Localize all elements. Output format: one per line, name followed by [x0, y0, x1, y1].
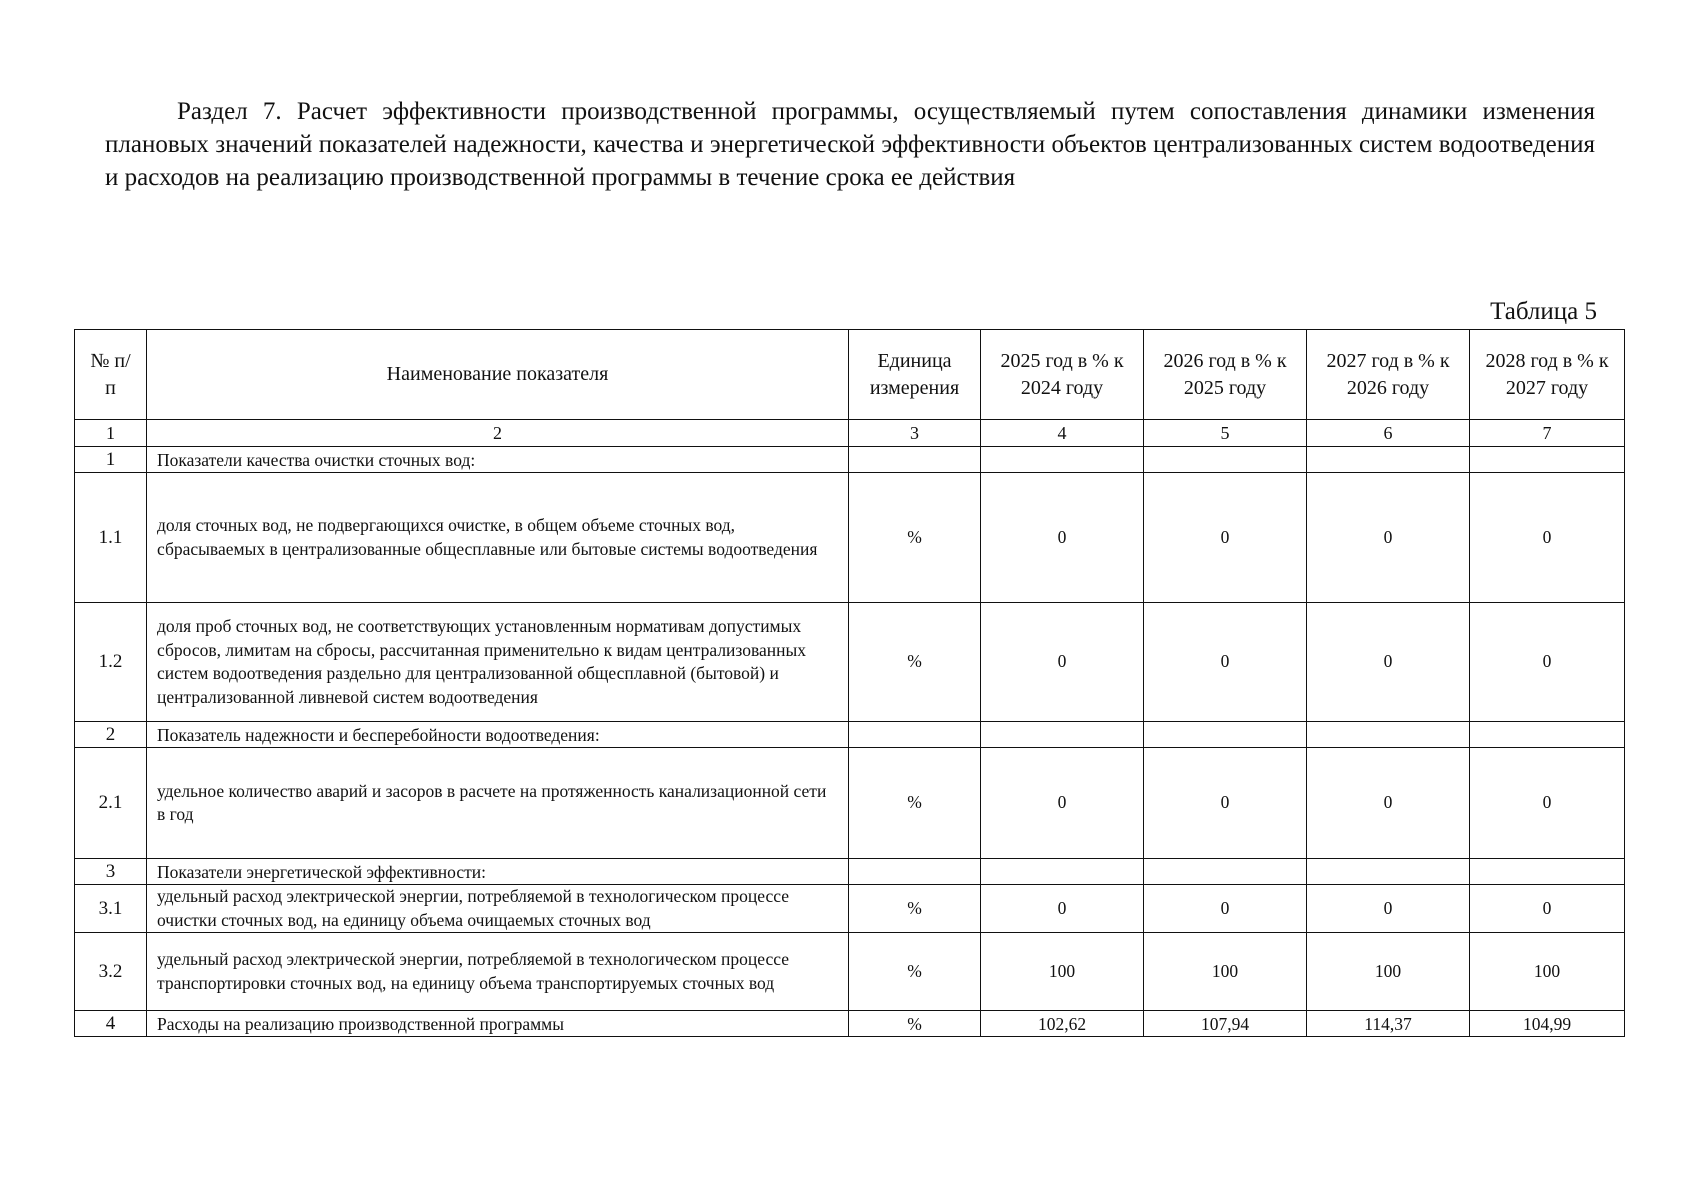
value-2025: 0 [981, 885, 1144, 933]
value-2026 [1144, 859, 1307, 885]
indicator-name: Расходы на реализацию производственной программы [147, 1011, 849, 1037]
value-2025: 102,62 [981, 1011, 1144, 1037]
row-number: 3.2 [75, 933, 147, 1011]
value-2025 [981, 722, 1144, 748]
table-row [75, 933, 1625, 1011]
table-row [75, 722, 1625, 748]
unit-cell: % [849, 473, 981, 603]
value-2025 [981, 447, 1144, 473]
section-title: Раздел 7. Расчет эффективности производственной программы, осуществляемый путем сопоставления динамики изменения плановых значений показателей надежности, качества и энергетической эффективности объектов централизованных систем водоотведения и расходов на реализацию производственной программы в течение срока ее действия [105, 98, 1595, 191]
unit-cell [849, 859, 981, 885]
header-2025: 2025 год в % к 2024 году [981, 330, 1144, 420]
row-number: 3 [75, 859, 147, 885]
value-2027: 100 [1307, 933, 1470, 1011]
indicator-name: доля проб сточных вод, не соответствующих установленным нормативам допустимых сбросов, лимитам на сбросы, рассчитанная применительно к видам централизованных систем водоотведения раздельно для централизованной общесплавной (бытовой) и централизованной ливневой систем водоотведения [147, 603, 849, 722]
row-number: 1.2 [75, 603, 147, 722]
table-row [75, 748, 1625, 859]
column-number: 2 [147, 420, 849, 447]
column-number: 3 [849, 420, 981, 447]
unit-cell [849, 722, 981, 748]
unit-cell [849, 447, 981, 473]
column-number-row [75, 420, 1625, 447]
value-2026: 107,94 [1144, 1011, 1307, 1037]
value-2028: 0 [1470, 748, 1625, 859]
value-2026: 0 [1144, 473, 1307, 603]
unit-cell: % [849, 1011, 981, 1037]
value-2028 [1470, 447, 1625, 473]
value-2028 [1470, 859, 1625, 885]
column-number: 1 [75, 420, 147, 447]
row-number: 1 [75, 447, 147, 473]
table-row [75, 1011, 1625, 1037]
table-row [75, 473, 1625, 603]
indicators-table [74, 329, 1625, 1037]
row-number: 3.1 [75, 885, 147, 933]
table-caption: Таблица 5 [1490, 298, 1597, 325]
column-number: 7 [1470, 420, 1625, 447]
column-number: 4 [981, 420, 1144, 447]
value-2028: 0 [1470, 603, 1625, 722]
indicator-name: удельное количество аварий и засоров в расчете на протяженность канализационной сети в год [147, 748, 849, 859]
value-2026: 100 [1144, 933, 1307, 1011]
value-2027 [1307, 859, 1470, 885]
value-2027: 0 [1307, 748, 1470, 859]
unit-cell: % [849, 748, 981, 859]
value-2027: 0 [1307, 473, 1470, 603]
header-2027: 2027 год в % к 2026 году [1307, 330, 1470, 420]
row-number: 2.1 [75, 748, 147, 859]
unit-cell: % [849, 933, 981, 1011]
value-2027 [1307, 447, 1470, 473]
value-2025: 100 [981, 933, 1144, 1011]
value-2028: 0 [1470, 885, 1625, 933]
value-2026: 0 [1144, 748, 1307, 859]
value-2028: 0 [1470, 473, 1625, 603]
unit-cell: % [849, 603, 981, 722]
table-row [75, 885, 1625, 933]
unit-cell: % [849, 885, 981, 933]
table-row [75, 603, 1625, 722]
value-2027 [1307, 722, 1470, 748]
row-number: 2 [75, 722, 147, 748]
value-2025: 0 [981, 603, 1144, 722]
value-2026 [1144, 447, 1307, 473]
indicator-name: Показатели качества очистки сточных вод: [147, 447, 849, 473]
indicator-name: Показатели энергетической эффективности: [147, 859, 849, 885]
value-2028: 104,99 [1470, 1011, 1625, 1037]
value-2028 [1470, 722, 1625, 748]
row-number: 4 [75, 1011, 147, 1037]
value-2025: 0 [981, 473, 1144, 603]
value-2027: 0 [1307, 885, 1470, 933]
value-2026: 0 [1144, 885, 1307, 933]
header-number: № п/п [75, 330, 147, 420]
row-number: 1.1 [75, 473, 147, 603]
header-2026: 2026 год в % к 2025 году [1144, 330, 1307, 420]
table-row [75, 447, 1625, 473]
column-number: 6 [1307, 420, 1470, 447]
indicator-name: удельный расход электрической энергии, потребляемой в технологическом процессе очистки сточных вод, на единицу объема очищаемых сточных вод [147, 885, 849, 933]
header-unit: Единица измерения [849, 330, 981, 420]
value-2025 [981, 859, 1144, 885]
value-2026: 0 [1144, 603, 1307, 722]
table-row [75, 859, 1625, 885]
value-2027: 0 [1307, 603, 1470, 722]
value-2028: 100 [1470, 933, 1625, 1011]
header-indicator-name: Наименование показателя [147, 330, 849, 420]
value-2027: 114,37 [1307, 1011, 1470, 1037]
value-2026 [1144, 722, 1307, 748]
value-2025: 0 [981, 748, 1144, 859]
table-header-row [75, 330, 1625, 420]
indicator-name: доля сточных вод, не подвергающихся очистке, в общем объеме сточных вод, сбрасываемых в централизованные общесплавные или бытовые системы водоотведения [147, 473, 849, 603]
indicator-name: удельный расход электрической энергии, потребляемой в технологическом процессе транспортировки сточных вод, на единицу объема транспортируемых сточных вод [147, 933, 849, 1011]
header-2028: 2028 год в % к 2027 году [1470, 330, 1625, 420]
indicator-name: Показатель надежности и бесперебойности водоотведения: [147, 722, 849, 748]
column-number: 5 [1144, 420, 1307, 447]
